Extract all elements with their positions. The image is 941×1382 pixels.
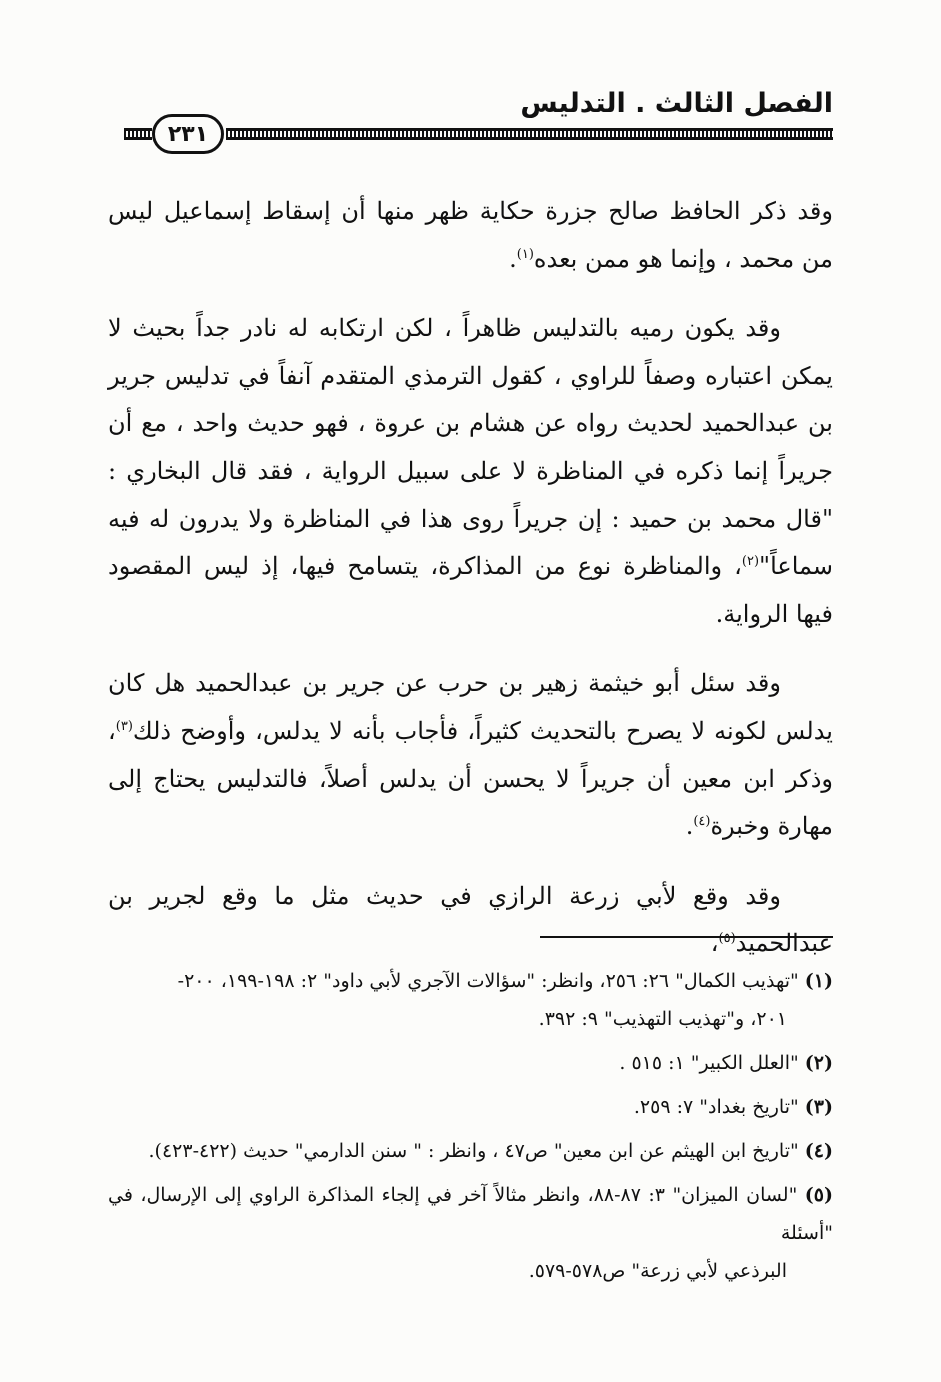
page-number: ٢٣١	[152, 114, 224, 154]
paragraph-4: وقد وقع لأبي زرعة الرازي في حديث مثل ما وقع لجرير بن عبدالحميد$^{(٥)}$،	[108, 881, 833, 958]
footnote-3: (٣) "تاريخ بغداد" ٧: ٢٥٩.	[633, 1096, 833, 1118]
paragraph-3: وقد سئل أبو خيثمة زهير بن حرب عن جرير بن عبدالحميد هل كان يدلس لكونه لا يصرح بالتحديث كثيراً، فأجاب بأنه لا يدلس، وأوضح ذلك$^{(٣)}$، وذكر ابن معين أن جريراً لا يحسن أن يدلس أصلاً، فالتدليس يحتاج إلى مهارة وخبرة$^{(٤)}$.	[108, 669, 833, 841]
paragraph-2: وقد يكون رميه بالتدليس ظاهراً ، لكن ارتكابه له نادر جداً بحيث لا يمكن اعتباره وصفاً للراوي ، كقول الترمذي المتقدم آنفاً في تدليس جرير بن عبدالحميد لحديث رواه عن هشام بن عروة ، فهو حديث واحد ، مع أن جريراً إنما ذكره في المناظرة لا على سبيل الرواية ، فقد قال البخاري : "قال محمد بن حميد : إن جريراً روى هذا في المناظرة ولا يدرون له فيه سماعاً"$^{(٢)}$، والمناظرة نوع من المذاكرة، يتسامح فيها، إذ ليس المقصود فيها الرواية.	[108, 314, 833, 628]
header-rule	[226, 128, 833, 140]
chapter-title: الفصل الثالث . التدليس	[520, 88, 833, 119]
header-rule-end	[124, 128, 152, 140]
footnote-ref-4[interactable]: (٤)	[693, 814, 711, 830]
footnote-separator	[540, 936, 833, 938]
footnote-4: (٤) "تاريخ ابن الهيثم عن ابن معين" ص٤٧ ، وانظر : " سنن الدارمي" حديث (٤٢٢-٤٢٣).	[148, 1140, 833, 1162]
footnote-ref-5[interactable]: (٥)	[718, 931, 736, 947]
footnotes	[108, 962, 833, 1296]
footnote-ref-1[interactable]: (١)	[516, 246, 534, 262]
body-text	[108, 188, 833, 990]
footnote-1: (١) "تهذيب الكمال" ٢٦: ٢٥٦، وانظر: "سؤالات الآجري لأبي داود" ٢: ١٩٨-١٩٩، ٢٠٠- ٢٠١، و"تهذيب التهذيب" ٩: ٣٩٢.	[177, 970, 833, 1030]
paragraph-1: وقد ذكر الحافظ صالح جزرة حكاية ظهر منها أن إسقاط إسماعيل ليس من محمد ، وإنما هو ممن بعده$^{(١)}$.	[108, 197, 833, 273]
footnote-ref-3[interactable]: (٣)	[115, 718, 133, 734]
footnote-2: (٢) "العلل الكبير" ١: ٥١٥ .	[619, 1052, 833, 1074]
footnote-ref-2[interactable]: (٢)	[741, 554, 760, 570]
footnote-5: (٥) "لسان الميزان" ٣: ٨٧-٨٨، وانظر مثالاً آخر في إلجاء المذاكرة الراوي إلى الإرسال، في "أسئلة البرذعي لأبي زرعة" ص٥٧٨-٥٧٩.	[108, 1184, 833, 1282]
